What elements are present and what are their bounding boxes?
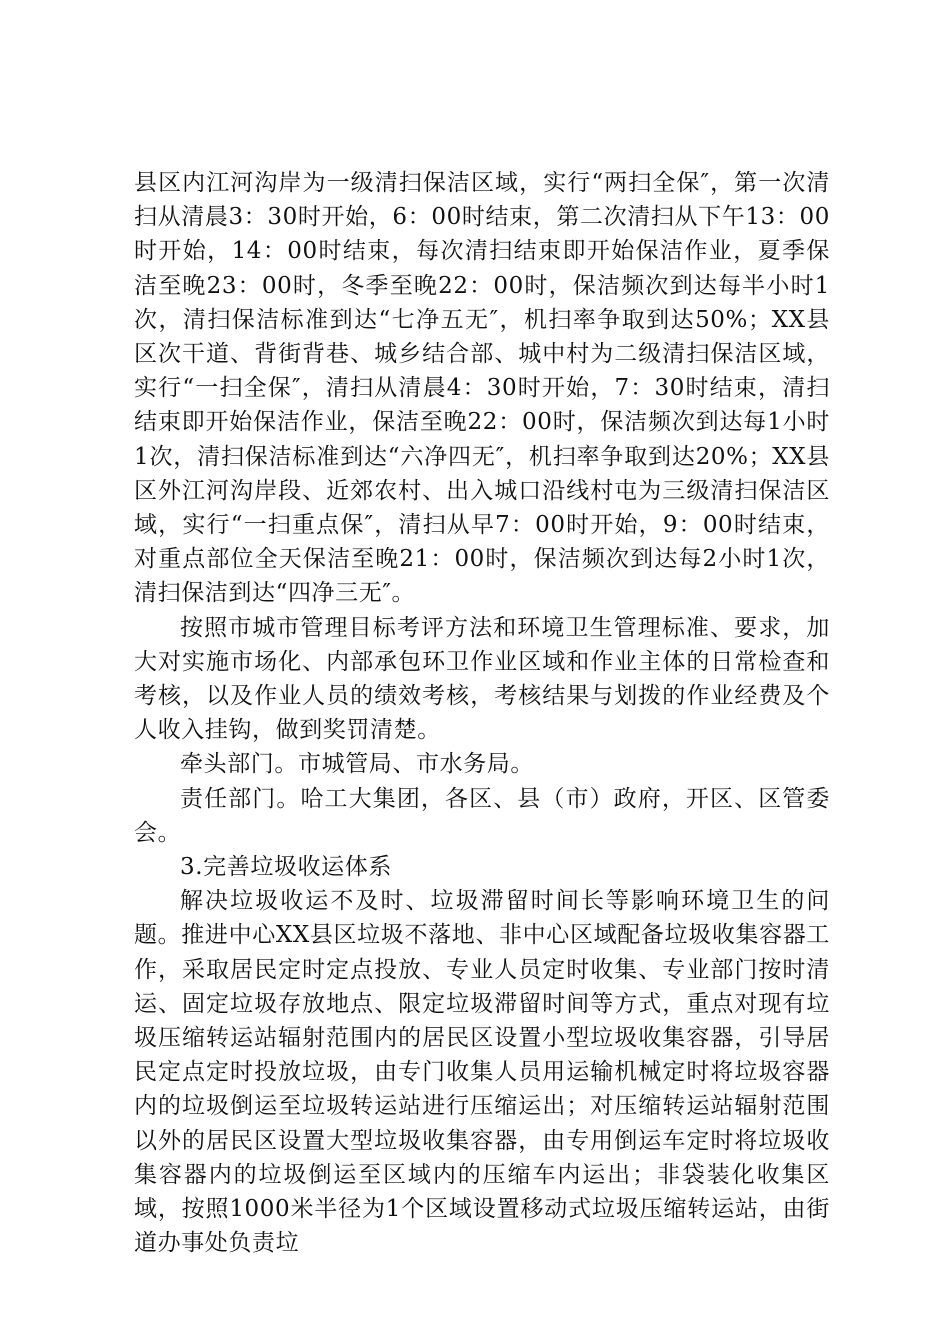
paragraph-responsible-department: 责任部门。哈工大集团，各区、县（市）政府，开区、区管委会。 xyxy=(134,785,830,846)
document-body xyxy=(134,166,830,1261)
paragraph-cleaning-levels: 县区内江河沟岸为一级清扫保洁区域，实行“两扫全保″，第一次清扫从清晨3：30时开始，6：00时结束，第二次清扫从下午13：00时开始，14：00时结束，每次清扫结束即开始保洁作业，夏季保洁至晚23：00时，冬季至晚22：00时，保洁频次到达每半小时1次，清扫保洁标准到达“七净五无″，机扫率争取到达50%；XX县区次干道、背街背巷、城乡结合部、城中村为二级清扫保洁区域，实行“一扫全保″，清扫从清晨4：30时开始，7：30时结束，清扫结束即开始保洁作业，保洁至晚22：00时，保洁频次到达每1小时1次，清扫保洁标准到达“六净四无″，机扫率争取到达20%；XX县区外江河沟岸段、近郊农村、出入城口沿线村屯为三级清扫保洁区域，实行“一扫重点保″，清扫从早7：00时开始，9：00时结束，对重点部位全天保洁至晚21：00时，保洁频次到达每2小时1次，清扫保洁到达“四净三无″。 xyxy=(134,170,830,607)
paragraph-assessment: 按照市城市管理目标考评方法和环境卫生管理标准、要求，加大对实施市场化、内部承包环卫作业区域和作业主体的日常检查和考核，以及作业人员的绩效考核，考核结果与划拨的作业经费及个人收入挂钩，做到奖罚清楚。 xyxy=(134,614,830,744)
paragraph-garbage-collection: 解决垃圾收运不及时、垃圾滞留时间长等影响环境卫生的问题。推进中心XX县区垃圾不落地、非中心区域配备垃圾收集容器工作，采取居民定时定点投放、专业人员定时收集、专业部门按时清运、固定垃圾存放地点、限定垃圾滞留时间等方式，重点对现有垃圾压缩转运站辐射范围内的居民区设置小型垃圾收集容器，引导居民定点定时投放垃圾，由专门收集人员用运输机械定时将垃圾容器内的垃圾倒运至垃圾转运站进行压缩运出；对压缩转运站辐射范围以外的居民区设置大型垃圾收集容器，由专用倒运车定时将垃圾收集容器内的垃圾倒运至区域内的压缩车内运出；非袋装化收集区域，按照1000米半径为1个区域设置移动式垃圾压缩转运站，由街道办事处负责垃 xyxy=(134,888,830,1257)
section-heading: 3.完善垃圾收运体系 xyxy=(180,854,392,881)
paragraph-lead-department: 牵头部门。市城管局、市水务局。 xyxy=(180,751,534,778)
